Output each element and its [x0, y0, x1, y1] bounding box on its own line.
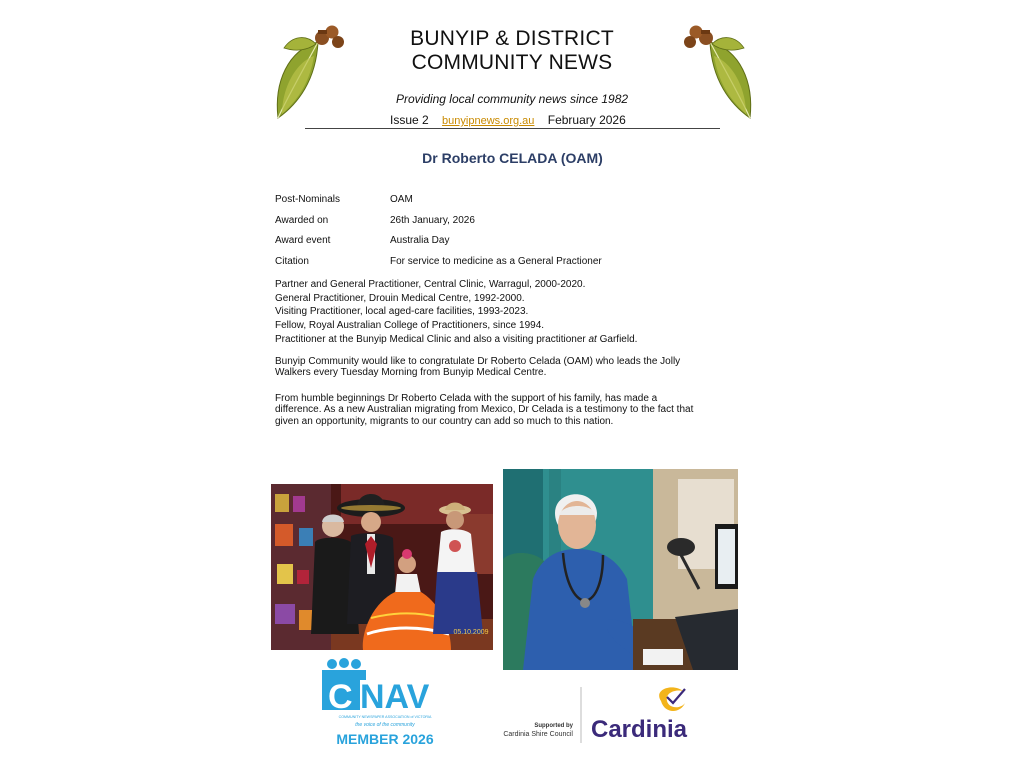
doctor-photo	[503, 469, 738, 670]
title-line-2: COMMUNITY NEWS	[411, 51, 613, 74]
biography-paragraph	[275, 393, 745, 427]
family-photo-illustration	[271, 484, 493, 650]
cardinia-logo-icon	[495, 685, 695, 745]
role-last-italic: at	[588, 333, 597, 345]
photo-date-stamp: 05.10.2009	[453, 629, 489, 636]
fact-label: Post-Nominals	[275, 194, 341, 205]
council-name: Cardinia Shire Council	[503, 731, 573, 738]
fact-label: Awarded on	[275, 214, 329, 226]
cardinia-council-logo	[495, 685, 695, 745]
role-last-prefix: Practitioner at the Bunyip Medical Clinic and also a visiting practitioner	[275, 333, 589, 345]
article-headline: Dr Roberto CELADA (OAM)	[422, 150, 603, 166]
para-line: Bunyip Community would like to congratulate Dr Roberto Celada (OAM) who leads the Jolly	[275, 356, 681, 367]
website-link[interactable]: bunyipnews.org.au	[442, 115, 535, 127]
supported-by-label: Supported by	[534, 723, 573, 729]
cnav-member-year: MEMBER 2026	[336, 731, 434, 747]
career-roles-list	[275, 278, 637, 347]
cnav-voice: the voice of the community	[355, 722, 415, 728]
issue-number: Issue 2	[390, 113, 429, 127]
para-line: From humble beginnings Dr Roberto Celada with the support of his family, has made a	[275, 393, 658, 404]
family-photo	[271, 484, 493, 650]
cnav-nav-text: NAV	[360, 678, 430, 716]
role-line	[275, 333, 637, 347]
doctor-photo-illustration	[503, 469, 738, 670]
fact-label: Citation	[275, 255, 309, 267]
tagline: Providing local community news since 1982	[395, 92, 629, 106]
role-line: Partner and General Practitioner, Central Clinic, Warragul, 2000-2020.	[275, 279, 586, 290]
fact-value: 26th January, 2026	[390, 214, 475, 226]
fact-label: Award event	[275, 235, 331, 246]
newsletter-title	[330, 27, 694, 75]
fact-value: For service to medicine as a General Practioner	[390, 255, 602, 267]
cnav-association-name: COMMUNITY NEWSPAPER ASSOCIATION of VICTORIA	[338, 715, 432, 719]
issue-date: February 2026	[547, 113, 626, 127]
role-last-suffix: Garfield.	[596, 333, 638, 345]
para-line: given an opportunity, migrants to our country can add so much to this nation.	[275, 415, 614, 427]
cnav-c-glyph: C	[328, 678, 353, 716]
fact-value: OAM	[390, 194, 413, 205]
role-line: Visiting Practitioner, local aged-care facilities, 1993-2023.	[275, 306, 529, 318]
congratulations-paragraph	[275, 356, 745, 379]
para-line: difference. As a new Australian migrating from Mexico, Dr Celada is a testimony to the fact that	[275, 404, 694, 416]
role-line: Fellow, Royal Australian College of Practitioners, since 1994.	[275, 320, 545, 332]
issue-row	[390, 113, 636, 127]
cnav-logo-icon	[320, 658, 450, 753]
masthead-divider	[305, 128, 720, 129]
title-line-1: BUNYIP & DISTRICT	[410, 27, 614, 50]
cnav-member-logo	[320, 658, 450, 753]
para-line: Walkers every Tuesday Morning from Bunyip Medical Centre.	[275, 367, 547, 379]
role-line: General Practitioner, Drouin Medical Centre, 1992-2000.	[275, 292, 525, 304]
fact-value: Australia Day	[390, 235, 450, 246]
cardinia-wordmark: Cardinia	[591, 716, 688, 743]
